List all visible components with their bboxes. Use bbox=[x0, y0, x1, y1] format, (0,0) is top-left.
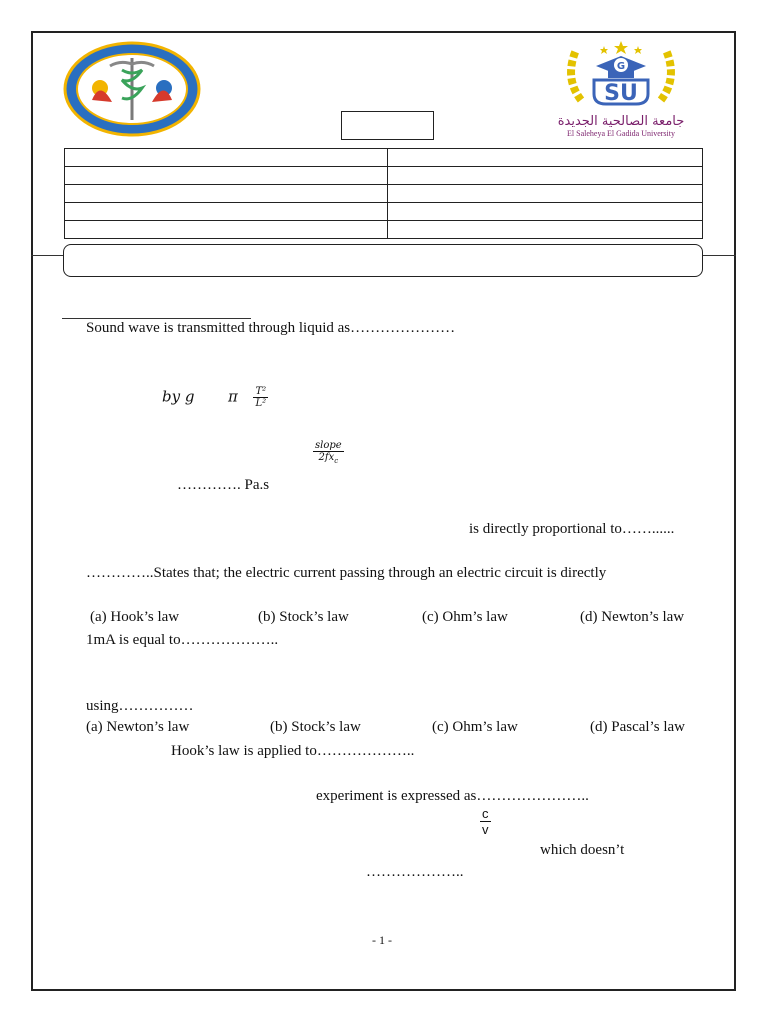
page-number: - 1 - bbox=[372, 933, 392, 947]
question-10: experiment is expressed as………………….. bbox=[316, 788, 589, 804]
question-7: 1mA is equal to……………….. bbox=[86, 632, 279, 648]
question-8: using…………… bbox=[86, 698, 194, 714]
c-numerator: c bbox=[482, 806, 489, 821]
math-pi: π bbox=[228, 387, 238, 406]
math-by-g: by g bbox=[162, 387, 195, 406]
instructions-banner bbox=[63, 244, 703, 277]
question-6-option-d: (d) Newton’s law bbox=[580, 609, 685, 625]
question-6-option-b: (b) Stock’s law bbox=[258, 609, 349, 625]
fraction-numerator: T² bbox=[255, 386, 267, 397]
faculty-logo bbox=[62, 40, 202, 138]
student-info-table bbox=[64, 148, 703, 239]
fraction-denominator: L² bbox=[255, 398, 267, 409]
question-8-option-b: (b) Stock’s law bbox=[270, 719, 361, 735]
question-8-option-c: (c) Ohm’s law bbox=[432, 719, 518, 735]
question-10-fraction bbox=[480, 806, 491, 837]
question-6-option-a: (a) Hook’s law bbox=[90, 609, 180, 625]
slope-denominator: $2fx_c$ bbox=[318, 452, 339, 465]
slope-numerator: slope bbox=[315, 440, 342, 451]
question-8-option-a: (a) Newton’s law bbox=[86, 719, 190, 735]
question-9: Hook’s law is applied to……………….. bbox=[171, 743, 415, 759]
question-6: …………..States that; the electric current passing through an electric circuit is directly bbox=[86, 565, 607, 581]
university-logo-badge: G bbox=[616, 61, 626, 72]
banner-rule-right bbox=[703, 255, 736, 256]
question-5: is directly proportional to……...... bbox=[469, 521, 675, 537]
university-logo-en: El Saleheya El Gadida University bbox=[567, 129, 675, 138]
university-logo-letters: SU bbox=[604, 81, 638, 106]
math-fraction-t-l bbox=[253, 386, 268, 409]
exam-code-box bbox=[341, 111, 434, 140]
banner-rule-left bbox=[31, 255, 64, 256]
question-6-option-c: (c) Ohm’s law bbox=[422, 609, 508, 625]
university-logo-arabic: جامعة الصالحية الجديدة bbox=[557, 114, 685, 129]
v-denominator: v bbox=[482, 822, 489, 837]
question-8-option-d: (d) Pascal’s law bbox=[590, 719, 685, 735]
section-underline bbox=[62, 318, 251, 319]
question-2-math bbox=[162, 386, 268, 409]
question-3-fraction bbox=[313, 440, 344, 465]
question-1: Sound wave is transmitted through liquid as………………… bbox=[86, 320, 456, 336]
university-logo bbox=[546, 38, 696, 138]
question-4: …………. Pa.s bbox=[177, 477, 270, 493]
question-12: ……………….. bbox=[366, 864, 464, 880]
question-11: which doesn’t bbox=[540, 842, 625, 858]
